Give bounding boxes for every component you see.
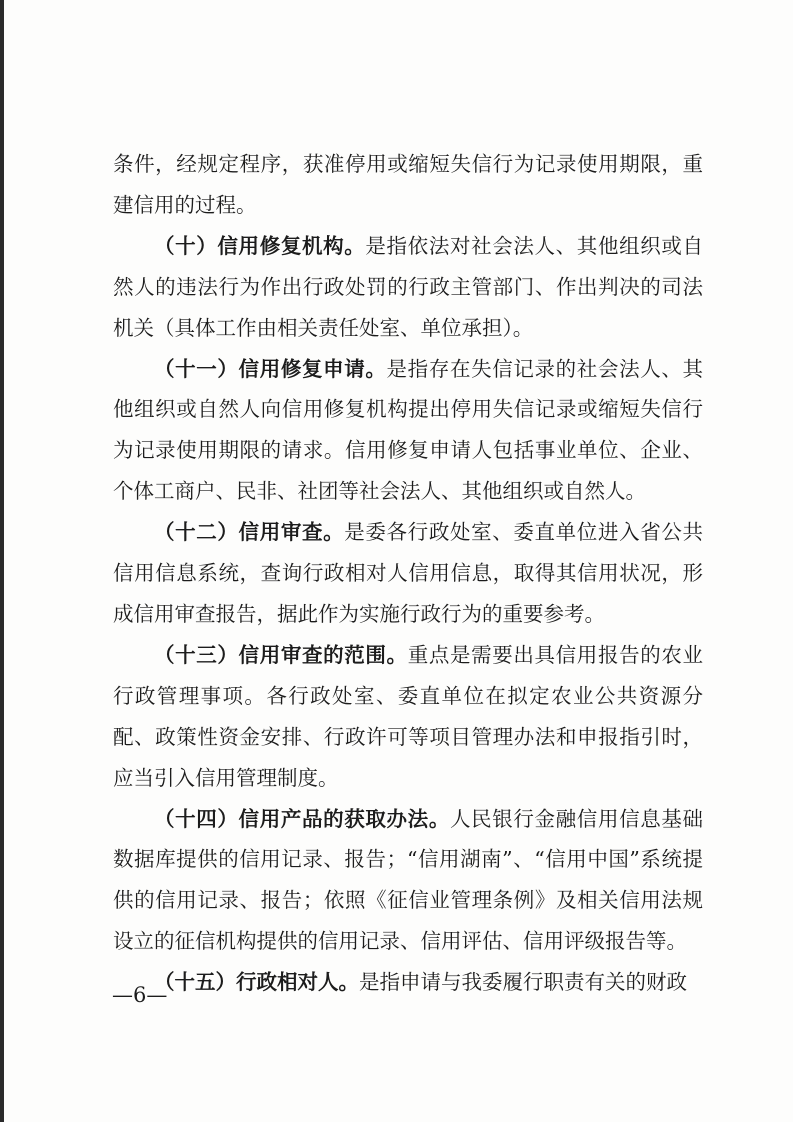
paragraph-term: （十四）信用产品的获取办法。 bbox=[154, 806, 450, 831]
paragraph-text: 是委各行政处室、委直单位进入省公共信用信息系统，查询行政相对人信用信息，取得其信用状况，形成信用审查报告，据此作为实施行政行为的重要参考。 bbox=[113, 520, 704, 626]
paragraph-text: 是指申请与我委履行职责有关的财政 bbox=[359, 970, 687, 995]
paragraph-term: （十五）行政相对人。 bbox=[154, 970, 359, 995]
paragraph-term: （十二）信用审查。 bbox=[154, 520, 345, 545]
paragraph-15 bbox=[113, 962, 703, 1003]
paragraph-10 bbox=[113, 226, 703, 349]
paragraph-term: （十）信用修复机构。 bbox=[154, 233, 366, 258]
paragraph-14 bbox=[113, 799, 703, 963]
paragraph-term: （十一）信用修复申请。 bbox=[154, 356, 387, 381]
paragraph-13 bbox=[113, 635, 703, 799]
paragraph-text: 重点是需要出具信用报告的农业行政管理事项。各行政处室、委直单位在拟定农业公共资源分配、政策性资金安排、行政许可等项目管理办法和申报指引时，应当引入信用管理制度。 bbox=[113, 642, 704, 790]
paragraph-12 bbox=[113, 512, 703, 635]
scan-edge bbox=[0, 0, 4, 1122]
paragraph-11 bbox=[113, 349, 703, 513]
paragraph-text: 条件，经规定程序，获准停用或缩短失信行为记录使用期限，重建信用的过程。 bbox=[113, 152, 703, 217]
paragraph-continued bbox=[113, 144, 703, 226]
paragraph-text: 人民银行金融信用信息基础数据库提供的信用记录、报告；“信用湖南”、“信用中国”系统提供的信用记录、报告；依照《征信业管理条例》及相关信用法规设立的征信机构提供的信用记录、信用评估、信用评级报告等。 bbox=[113, 806, 704, 954]
page-number: —6— bbox=[112, 983, 168, 1007]
body-text bbox=[113, 144, 703, 1003]
paragraph-text: 是指依法对社会法人、其他组织或自然人的违法行为作出行政处罚的行政主管部门、作出判决的司法机关（具体工作由相关责任处室、单位承担）。 bbox=[113, 233, 704, 340]
paragraph-term: （十三）信用审查的范围。 bbox=[154, 642, 408, 667]
paragraph-text: 是指存在失信记录的社会法人、其他组织或自然人向信用修复机构提出停用失信记录或缩短失信行为记录使用期限的请求。信用修复申请人包括事业单位、企业、个体工商户、民非、社团等社会法人、其他组织或自然人。 bbox=[113, 356, 704, 504]
